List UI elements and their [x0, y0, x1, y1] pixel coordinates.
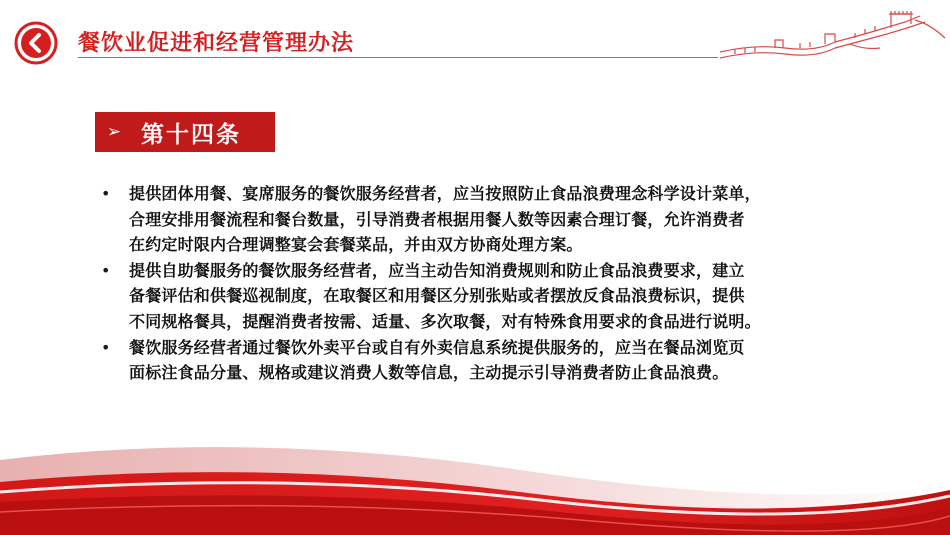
header-divider	[78, 57, 718, 58]
text-line: 合理安排用餐流程和餐台数量，引导消费者根据用餐人数等因素合理订餐，允许消费者	[129, 209, 745, 229]
paragraph-text	[129, 335, 881, 386]
paragraph-text	[129, 181, 881, 258]
red-wave-decoration	[0, 430, 950, 535]
arrow-bullet-icon: ➢	[107, 122, 122, 142]
section-label: 第十四条	[141, 121, 241, 148]
great-wall-decoration	[715, 4, 950, 64]
list-item	[101, 335, 881, 386]
text-line: 备餐评估和供餐巡视制度，在取餐区和用餐区分别张贴或者摆放反食品浪费标识，提供	[129, 286, 745, 306]
article-body	[101, 181, 881, 386]
text-line: 餐饮服务经营者通过餐饮外卖平台或自有外卖信息系统提供服务的，应当在餐品浏览页	[129, 337, 745, 357]
text-line: 面标注食品分量、规格或建议消费人数等信息，主动提示引导消费者防止食品浪费。	[129, 363, 729, 383]
text-line: 提供自助餐服务的餐饮服务经营者，应当主动告知消费规则和防止食品浪费要求，建立	[129, 260, 745, 280]
text-line: 在约定时限内合理调整宴会套餐菜品，并由双方协商处理方案。	[129, 235, 583, 255]
section-heading	[95, 112, 275, 152]
page-title: 餐饮业促进和经营管理办法	[78, 31, 355, 56]
text-line: 提供团体用餐、宴席服务的餐饮服务经营者，应当按照防止食品浪费理念科学设计菜单，	[129, 184, 761, 203]
bullet-icon: •	[101, 184, 111, 203]
list-item	[101, 258, 881, 335]
paragraph-text	[129, 258, 881, 335]
bullet-icon: •	[101, 260, 111, 280]
text-line: 不同规格餐具，提醒消费者按需、适量、多次取餐，对有特殊食用要求的食品进行说明。	[129, 311, 761, 331]
list-item	[101, 181, 881, 258]
back-button[interactable]	[14, 21, 58, 65]
bullet-icon: •	[101, 337, 111, 357]
